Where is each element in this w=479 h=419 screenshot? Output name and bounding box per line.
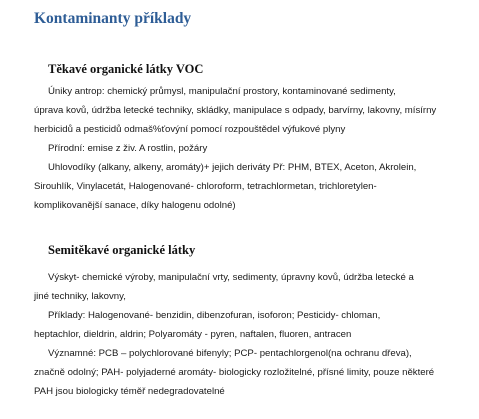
paragraph-line: Výskyt- chemické výroby, manipulační vrty, sedimenty, úpravny kovů, údržba letecké a [48,272,414,283]
paragraph-line: herbicidů a pesticidů odmaš%ťovýní pomocí rozpouštědel výfukové plyny [34,124,346,135]
paragraph-line: Přírodní: emise z živ. A rostlin, požáry [48,143,208,154]
paragraph-line: Významné: PCB – polychlorované bifenyly; PCP- pentachlorgenol(na ochranu dřeva), [48,348,412,359]
document-title: Kontaminanty příklady [34,10,192,27]
paragraph-line: Uhlovodíky (alkany, alkeny, aromáty)+ jejich deriváty Př: PHM, BTEX, Aceton, Akrolein, [48,162,417,173]
paragraph-line: komplikovanější sanace, díky halogenu odolné) [34,200,236,211]
paragraph-line: úprava kovů, údržba letecké techniky, skládky, manipulace s odpady, barvírny, lakovny, mísírny [34,105,437,116]
paragraph-line: jiné techniky, lakovny, [34,291,126,302]
paragraph-line: Sirouhlík, Vinylacetát, Halogenované- chloroform, tetrachlormetan, trichloretylen- [34,181,377,192]
section-heading-svoc: Semitěkavé organické látky [48,243,196,257]
paragraph-line: Příklady: Halogenované- benzidin, dibenzofuran, isoforon; Pesticidy- chloman, [48,310,381,321]
paragraph-line: heptachlor, dieldrin, aldrin; Polyaromáty - pyren, naftalen, fluoren, antracen [34,329,352,340]
paragraph-line: PAH jsou biologicky téměř nedegradovatelné [34,386,225,397]
section-heading-voc: Těkavé organické látky VOC [48,62,204,76]
paragraph-line: značně odolný; PAH- polyjaderné aromáty- biologicky rozložitelné, přísné limity, pouze některé [34,367,435,378]
paragraph-line: Úniky antrop: chemický průmysl, manipulační prostory, kontaminované sedimenty, [48,86,396,97]
